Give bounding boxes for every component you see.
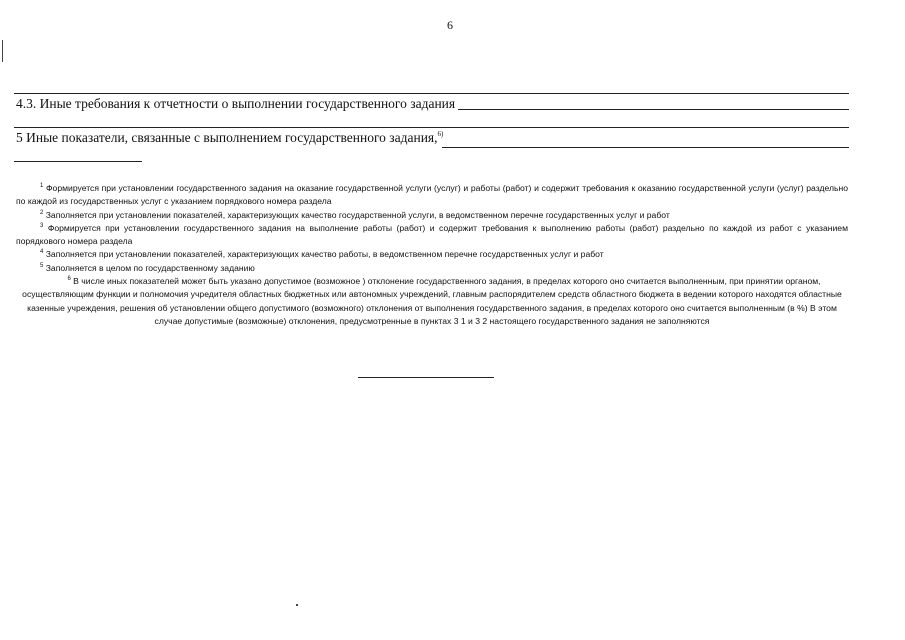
- footnote-5-text: Заполняется в целом по государственному заданию: [45, 262, 255, 273]
- rule-top: [14, 93, 849, 94]
- rule-middle: [14, 127, 849, 128]
- scan-edge-mark: [2, 40, 3, 62]
- footnote-2: [16, 209, 848, 222]
- footnote-6-text: В числе иных показателей может быть указано допустимое (возможное ) отклонение государственного задания, в пределах которого оно считается выполненным, при принятии органом, осуществляющим функции и полномочия учредителя областных бюджетных или автономных учреждений, главным распорядителем средств областного бюджета в ведении которого находятся областные казенные учреждения, решения об установлении общего допустимого (возможного) отклонения от выполнения государственного задания, в пределах которого оно считается выполненным (в %) В этом случае допустимые (возможные) отклонения, предусмотренные в пунктах 3 1 и 3 2 настоящего государственного задания не заполняются: [22, 276, 842, 326]
- section-5-label: [16, 130, 443, 146]
- scan-dot: [296, 604, 298, 606]
- footnote-4: [16, 248, 848, 261]
- footnote-2-text: Заполняется при установлении показателей, характеризующих качество государственной услуги, в ведомственном перечне государственных услуг и работ: [45, 209, 670, 220]
- page-number: 6: [447, 18, 453, 32]
- footnote-6-mark: 6: [67, 276, 71, 283]
- section-5-text: 5 Иные показатели, связанные с выполнением государственного задания,: [16, 130, 438, 145]
- footnote-5-mark: 5: [40, 262, 44, 269]
- footnote-4-mark: 4: [40, 249, 44, 256]
- footnote-5: [16, 262, 848, 275]
- section-4-3-label: 4.3. Иные требования к отчетности о выполнении государственного задания: [16, 96, 456, 111]
- footnote-4-text: Заполняется при установлении показателей, характеризующих качество работы, в ведомственном перечне государственных услуг и работ: [45, 249, 604, 260]
- section-4-3-fill-line: [458, 109, 849, 110]
- closing-line: [358, 377, 494, 378]
- footnote-3-text: Формируется при установлении государственного задания на выполнение работы (работ) и содержит требования к выполнению работы (работ) раздельно по каждой из работ с указанием порядкового номера раздела: [16, 222, 848, 247]
- section-5-fill-line: [442, 147, 849, 148]
- footnotes: [16, 182, 848, 328]
- footnote-3: [16, 222, 848, 249]
- footnote-2-mark: 2: [40, 209, 44, 216]
- footnote-3-mark: 3: [40, 222, 44, 229]
- footnote-6: [16, 275, 848, 328]
- footnote-1-text: Формируется при установлении государственного задания на оказание государственной услуги (услуг) и работы (работ) и содержит требования к оказанию государственной услуги (услуг) раздельно по каждой из государственных услуг с указанием порядкового номера раздела: [16, 183, 848, 207]
- footnote-1: [16, 182, 848, 209]
- section-5-footnote-ref: 6): [437, 130, 444, 138]
- footnote-1-mark: 1: [40, 183, 44, 189]
- footnote-separator: [14, 161, 142, 162]
